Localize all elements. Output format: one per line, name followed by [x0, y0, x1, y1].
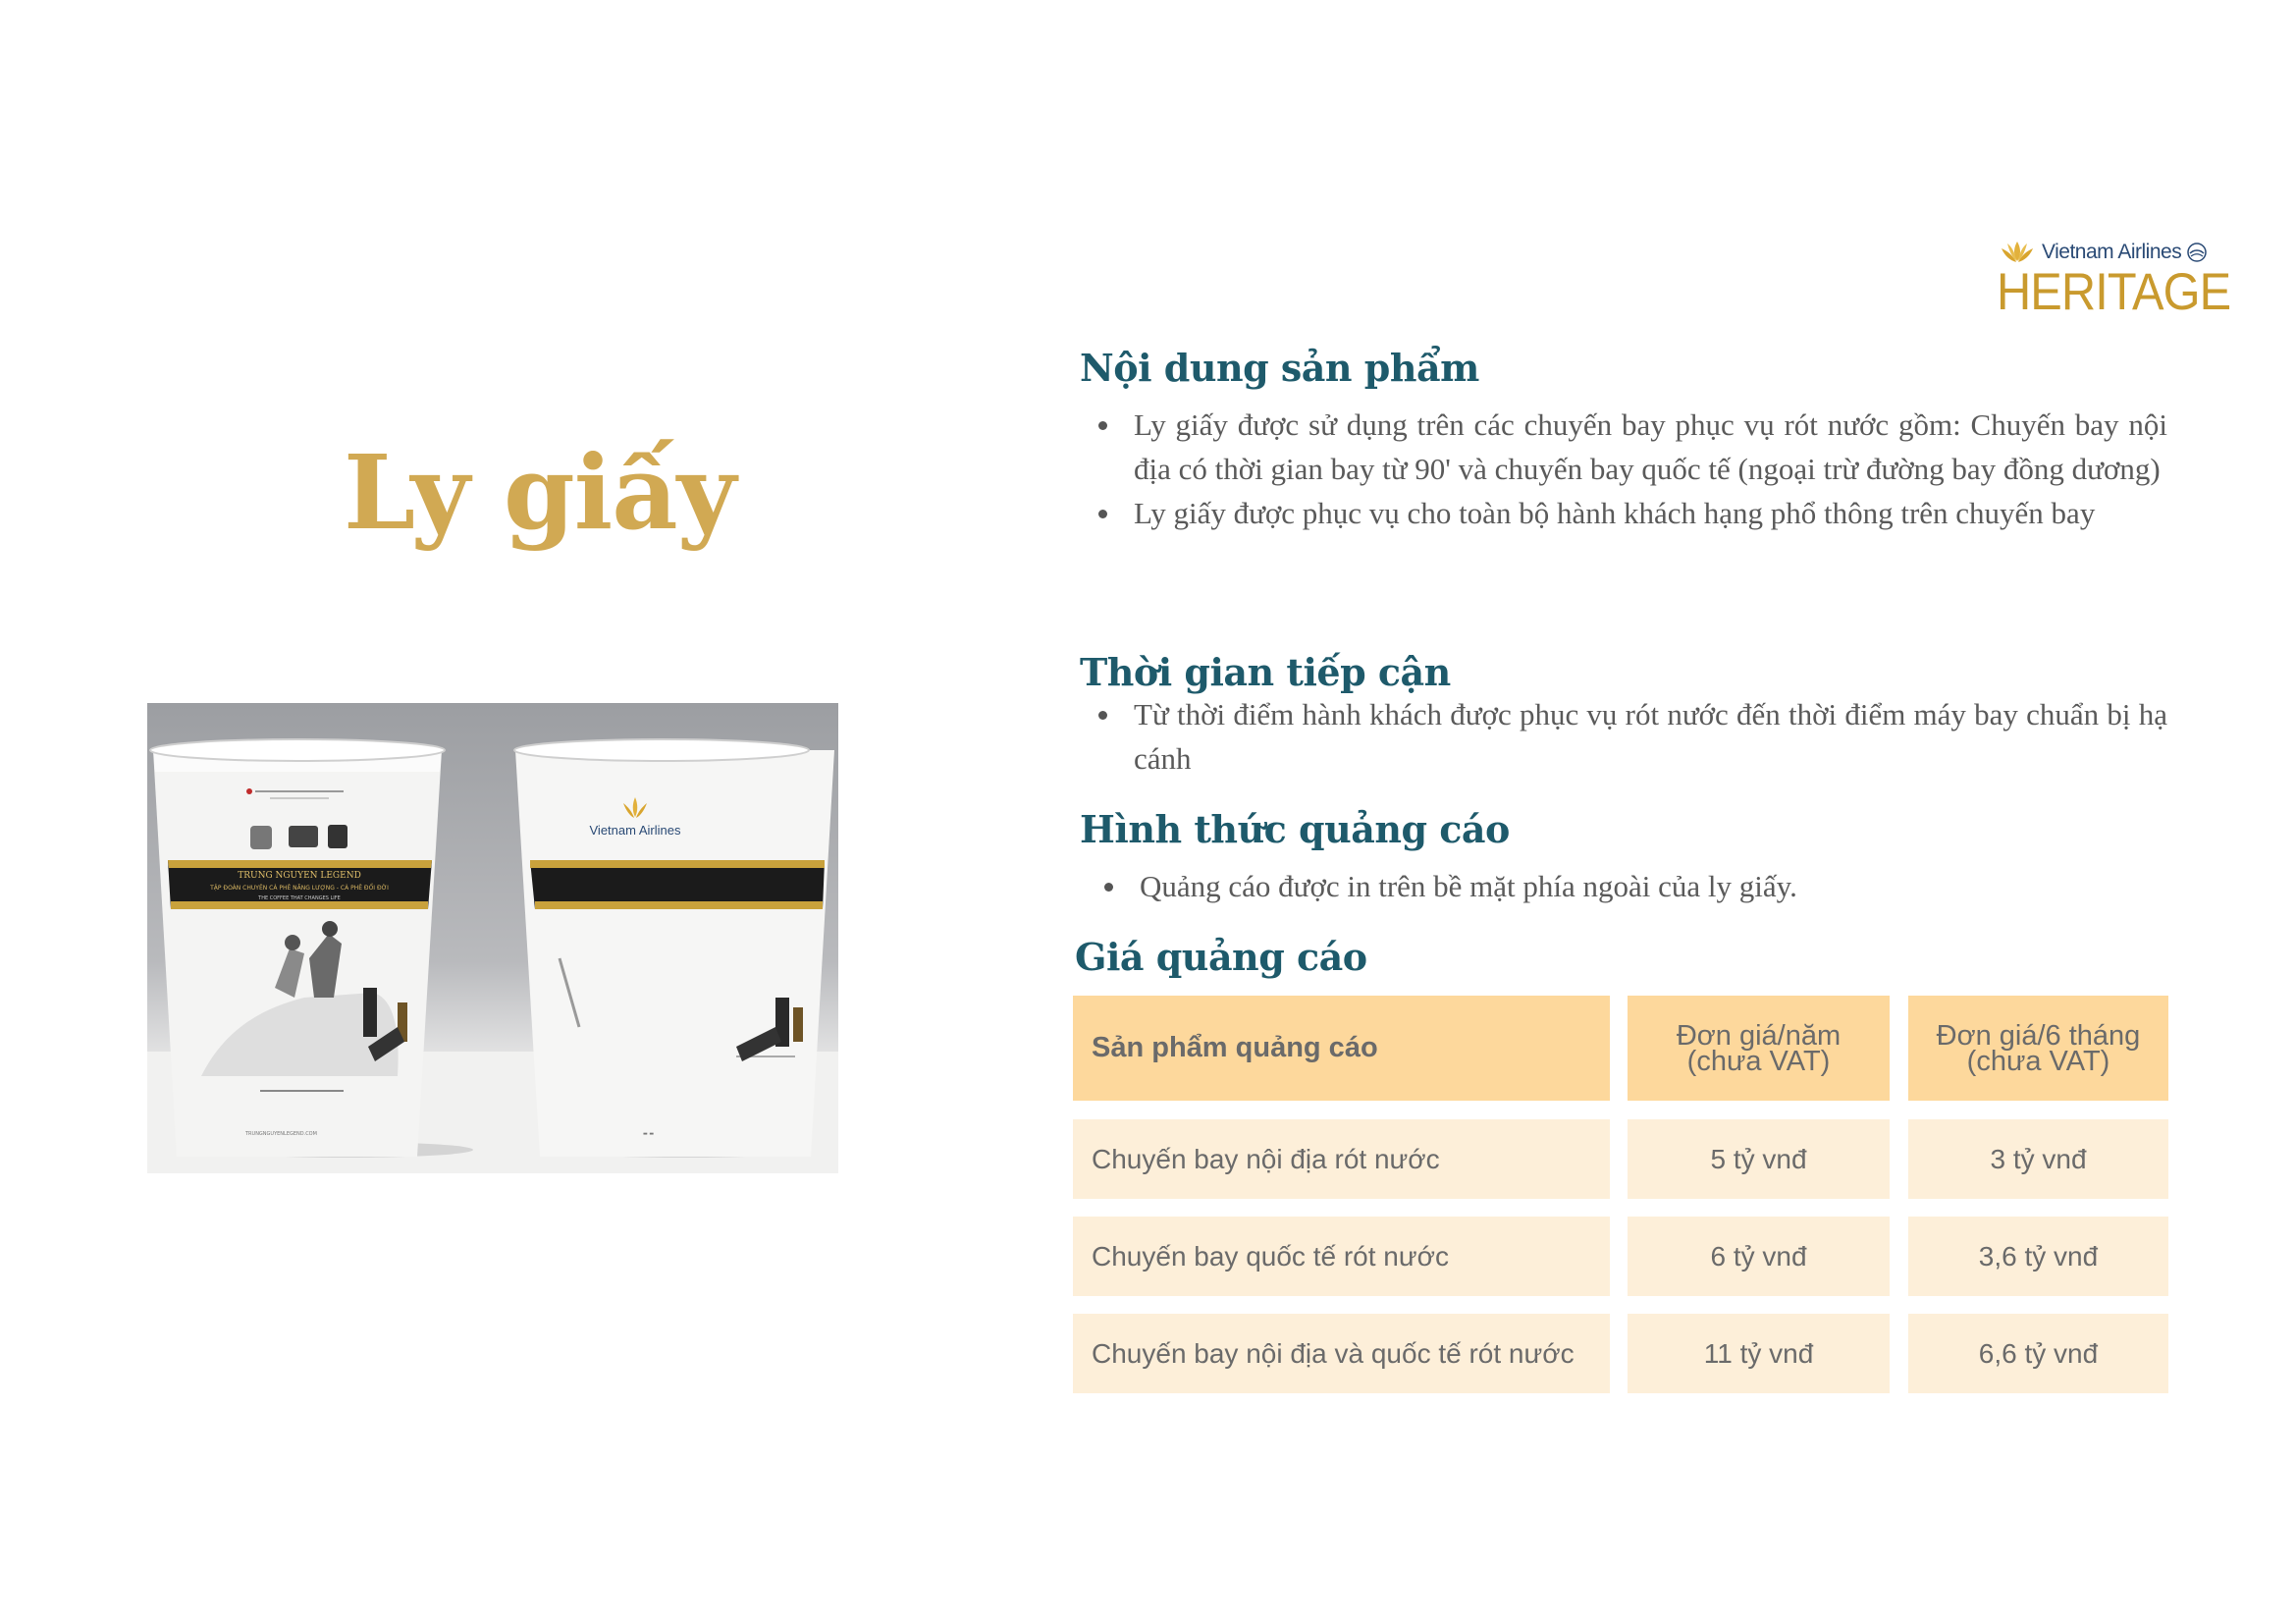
left-cup [150, 739, 445, 1157]
right-cup [514, 739, 834, 1157]
list-item: Quảng cáo được in trên bề mặt phía ngoài của ly giấy. [1086, 864, 2173, 908]
section-heading-pricing: Giá quảng cáo [1075, 935, 1367, 979]
table-header-halfyear-vat: (chưa VAT) [1966, 1045, 2110, 1077]
table-header-yearly [1628, 996, 1890, 1101]
cup-left-slogan: THE COFFEE THAT CHANGES LIFE [258, 895, 341, 901]
cup-right-brand: Vietnam Airlines [589, 823, 681, 838]
format-bullet-list [1086, 864, 2173, 908]
paper-cup-photo [147, 703, 838, 1173]
svg-text:▬ ▬: ▬ ▬ [643, 1131, 655, 1137]
table-row-yearly: 5 tỷ vnđ [1628, 1119, 1890, 1199]
list-item: Ly giấy được phục vụ cho toàn bộ hành khách hạng phổ thông trên chuyến bay [1080, 491, 2167, 535]
table-row-yearly: 11 tỷ vnđ [1628, 1314, 1890, 1393]
table-row-halfyear: 6,6 tỷ vnđ [1908, 1314, 2168, 1393]
list-item: Từ thời điểm hành khách được phục vụ rót nước đến thời điểm máy bay chuẩn bị hạ cánh [1080, 692, 2167, 781]
table-row-product: Chuyến bay nội địa rót nước [1073, 1119, 1610, 1199]
table-row-product: Chuyến bay nội địa và quốc tế rót nước [1073, 1314, 1610, 1393]
table-header-yearly-vat: (chưa VAT) [1686, 1045, 1831, 1077]
table-header-halfyear [1908, 996, 2168, 1101]
cup-left-tagline: TẬP ĐOÀN CHUYÊN CÀ PHÊ NĂNG LƯỢNG - CÀ PHÊ ĐỔI ĐỜI [210, 885, 389, 892]
skyteam-icon [2186, 242, 2208, 263]
vietnam-airlines-heritage-logo [1997, 238, 2231, 324]
heritage-wordmark: HERITAGE [1997, 263, 2231, 321]
table-row-yearly: 6 tỷ vnđ [1628, 1217, 1890, 1296]
section-heading-format: Hình thức quảng cáo [1080, 807, 1510, 851]
table-header-yearly-label: Đơn giá/năm [1676, 1019, 1842, 1052]
svg-text:TRUNGNGUYENLEGEND.COM: TRUNGNGUYENLEGEND.COM [245, 1131, 317, 1137]
section-heading-content: Nội dung sản phẩm [1080, 346, 1479, 390]
table-row-halfyear: 3 tỷ vnđ [1908, 1119, 2168, 1199]
page-title: Ly giấy [344, 432, 736, 553]
table-row-product: Chuyến bay quốc tế rót nước [1073, 1217, 1610, 1296]
airline-name: Vietnam Airlines [2042, 241, 2182, 263]
lotus-icon [1999, 240, 2036, 265]
content-bullet-list [1080, 403, 2167, 535]
table-header-halfyear-label: Đơn giá/6 tháng [1936, 1019, 2141, 1052]
table-header-product: Sản phẩm quảng cáo [1073, 996, 1610, 1101]
section-heading-timing: Thời gian tiếp cận [1080, 650, 1451, 694]
timing-bullet-list [1080, 692, 2167, 781]
list-item: Ly giấy được sử dụng trên các chuyến bay phục vụ rót nước gồm: Chuyến bay nội địa có thời gian bay từ 90' và chuyến bay quốc tế (ngoại trừ đường bay đồng dương) [1080, 403, 2167, 491]
cup-left-brand: TRUNG NGUYEN LEGEND [238, 871, 361, 881]
table-row-halfyear: 3,6 tỷ vnđ [1908, 1217, 2168, 1296]
